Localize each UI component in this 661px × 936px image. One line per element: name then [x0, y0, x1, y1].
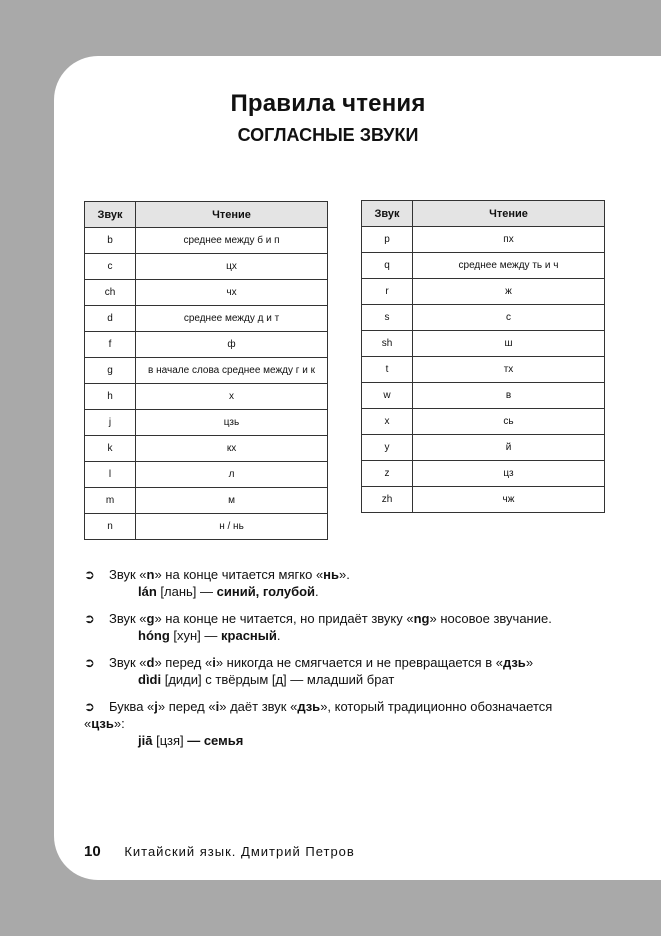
- page-subtitle: СОГЛАСНЫЕ ЗВУКИ: [237, 125, 419, 145]
- note-example: jiā [цзя] — семья: [138, 733, 244, 748]
- arrow-bullet-icon: ➲: [84, 655, 95, 670]
- note-example: hóng [хун] — красный.: [138, 628, 281, 643]
- table-header-row: [362, 201, 605, 227]
- sound-cell: g: [85, 358, 136, 384]
- column-header-sound: Звук: [362, 201, 413, 227]
- reading-cell: кх: [136, 436, 328, 462]
- sound-cell: w: [362, 383, 413, 409]
- sound-cell: b: [85, 228, 136, 254]
- sound-cell: d: [85, 306, 136, 332]
- reading-cell: цх: [136, 254, 328, 280]
- table-row: [362, 435, 605, 461]
- table-row: [362, 331, 605, 357]
- reading-cell: м: [136, 488, 328, 514]
- table-row: [85, 462, 328, 488]
- column-header-reading: Чтение: [136, 202, 328, 228]
- reading-cell: среднее между д и т: [136, 306, 328, 332]
- table-row: [85, 488, 328, 514]
- reading-cell: в начале слова среднее между г и к: [136, 358, 328, 384]
- reading-cell: ш: [413, 331, 605, 357]
- table-row: [85, 228, 328, 254]
- note-text: Звук «g» на конце не читается, но придаёт звуку «ng» носовое звучание.: [109, 611, 552, 626]
- sound-cell: sh: [362, 331, 413, 357]
- table-row: [362, 461, 605, 487]
- reading-cell: ж: [413, 279, 605, 305]
- reading-cell: н / нь: [136, 514, 328, 540]
- page-sheet: [54, 56, 661, 880]
- note-item: [84, 610, 604, 644]
- reading-cell: пх: [413, 227, 605, 253]
- reading-cell: х: [136, 384, 328, 410]
- sound-cell: t: [362, 357, 413, 383]
- note-text-continuation: «цзь»:: [84, 716, 125, 731]
- table-row: [85, 436, 328, 462]
- table-row: [85, 332, 328, 358]
- note-example: lán [лань] — синий, голубой.: [138, 584, 319, 599]
- table-row: [362, 487, 605, 513]
- table-row: [85, 306, 328, 332]
- table-row: [362, 279, 605, 305]
- table-row: [362, 227, 605, 253]
- arrow-bullet-icon: ➲: [84, 699, 95, 714]
- note-text: Буква «j» перед «i» даёт звук «дзь», который традиционно обозначается: [109, 699, 553, 714]
- table-row: [362, 383, 605, 409]
- note-text: Звук «d» перед «i» никогда не смягчается и не превращается в «дзь»: [109, 655, 534, 670]
- note-item: [84, 566, 604, 600]
- table-row: [85, 410, 328, 436]
- sound-cell: n: [85, 514, 136, 540]
- sound-cell: m: [85, 488, 136, 514]
- page-number: 10: [84, 843, 101, 860]
- reading-cell: цзь: [136, 410, 328, 436]
- note-text: Звук «n» на конце читается мягко «нь».: [109, 567, 350, 582]
- reading-cell: ф: [136, 332, 328, 358]
- table-row: [362, 305, 605, 331]
- sound-cell: q: [362, 253, 413, 279]
- sound-cell: h: [85, 384, 136, 410]
- consonants-table-right: [361, 200, 605, 513]
- note-item: [84, 698, 604, 749]
- table-row: [362, 357, 605, 383]
- sound-cell: x: [362, 409, 413, 435]
- sound-cell: f: [85, 332, 136, 358]
- reading-cell: среднее между ть и ч: [413, 253, 605, 279]
- reading-cell: сь: [413, 409, 605, 435]
- sound-cell: p: [362, 227, 413, 253]
- reading-cell: чж: [413, 487, 605, 513]
- consonants-table-left: [84, 201, 328, 540]
- table-row: [85, 254, 328, 280]
- sound-cell: j: [85, 410, 136, 436]
- sound-cell: ch: [85, 280, 136, 306]
- sound-cell: c: [85, 254, 136, 280]
- reading-cell: в: [413, 383, 605, 409]
- book-title: Китайский язык. Дмитрий Петров: [124, 844, 355, 859]
- table-row: [85, 384, 328, 410]
- table-row: [85, 514, 328, 540]
- reading-cell: среднее между б и п: [136, 228, 328, 254]
- page-title: Правила чтения: [230, 90, 426, 117]
- note-example: dìdi [диди] с твёрдым [д] — младший брат: [138, 672, 395, 687]
- arrow-bullet-icon: ➲: [84, 567, 95, 582]
- reading-cell: тх: [413, 357, 605, 383]
- reading-cell: й: [413, 435, 605, 461]
- sound-cell: s: [362, 305, 413, 331]
- reading-cell: цз: [413, 461, 605, 487]
- column-header-sound: Звук: [85, 202, 136, 228]
- sound-cell: z: [362, 461, 413, 487]
- note-item: [84, 654, 604, 688]
- sound-cell: r: [362, 279, 413, 305]
- arrow-bullet-icon: ➲: [84, 611, 95, 626]
- column-header-reading: Чтение: [413, 201, 605, 227]
- table-header-row: [85, 202, 328, 228]
- table-row: [85, 358, 328, 384]
- table-row: [362, 409, 605, 435]
- sound-cell: l: [85, 462, 136, 488]
- reading-cell: чх: [136, 280, 328, 306]
- reading-cell: л: [136, 462, 328, 488]
- sound-cell: zh: [362, 487, 413, 513]
- table-row: [362, 253, 605, 279]
- pronunciation-notes: [84, 566, 604, 759]
- table-row: [85, 280, 328, 306]
- sound-cell: k: [85, 436, 136, 462]
- page-footer: [84, 843, 355, 860]
- reading-cell: с: [413, 305, 605, 331]
- sound-cell: y: [362, 435, 413, 461]
